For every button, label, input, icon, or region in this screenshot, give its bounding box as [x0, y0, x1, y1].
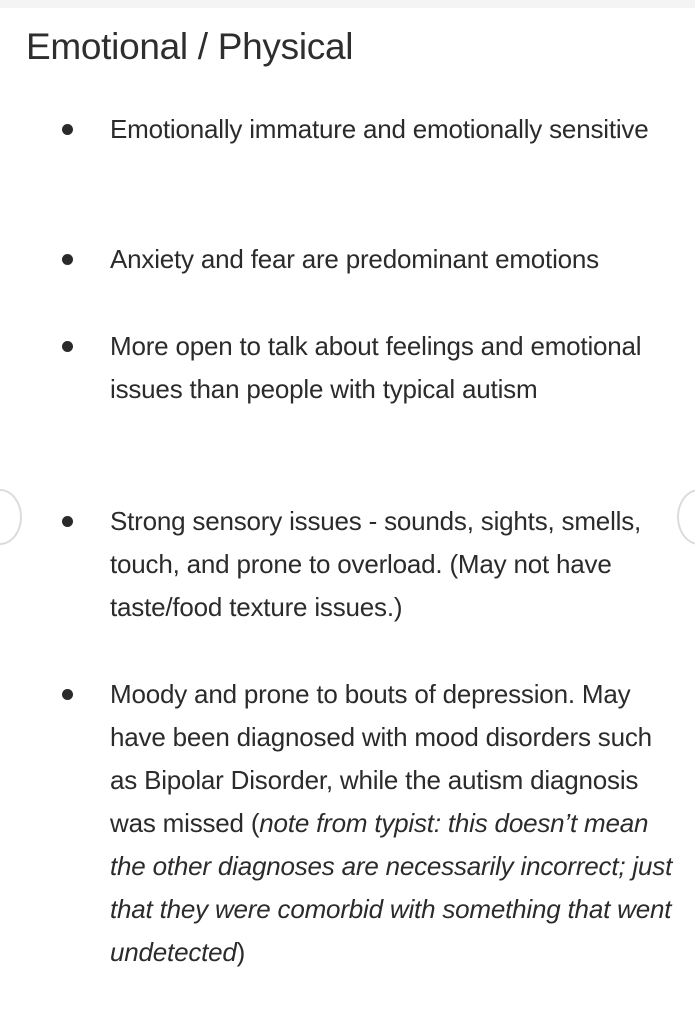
chevron-left-icon[interactable] [0, 489, 22, 545]
list-item-text: Strong sensory issues - sounds, sights, smells, touch, and prone to overload. (May not have taste/food texture issues.) [110, 506, 642, 622]
list-item-main-text: Moody and prone to bouts of depression. May have been diagnosed with mood disorders such as Bipolar Disorder, while the autism diagnosis was missed ( [110, 679, 652, 838]
list-item-text: Emotionally immature and emotionally sensitive [110, 114, 649, 144]
bullet-dot-icon [62, 254, 73, 265]
page-title: Emotional / Physical [26, 26, 354, 67]
list-item-text: Anxiety and fear are predominant emotions [110, 244, 599, 274]
bullet-dot-icon [62, 516, 73, 527]
note-close-paren: ) [236, 937, 246, 967]
typist-note: note from typist: this doesn’t mean the other diagnoses are necessarily incorrect; just that they were comorbid with something that went undetected [110, 808, 673, 967]
list-item-text: More open to talk about feelings and emotional issues than people with typical autism [110, 331, 642, 404]
bullet-dot-icon [62, 341, 73, 352]
bullet-dot-icon [62, 124, 73, 135]
bullet-dot-icon [62, 689, 73, 700]
top-divider [0, 0, 695, 8]
list-item-text [110, 673, 675, 974]
chevron-right-icon[interactable] [677, 489, 695, 545]
